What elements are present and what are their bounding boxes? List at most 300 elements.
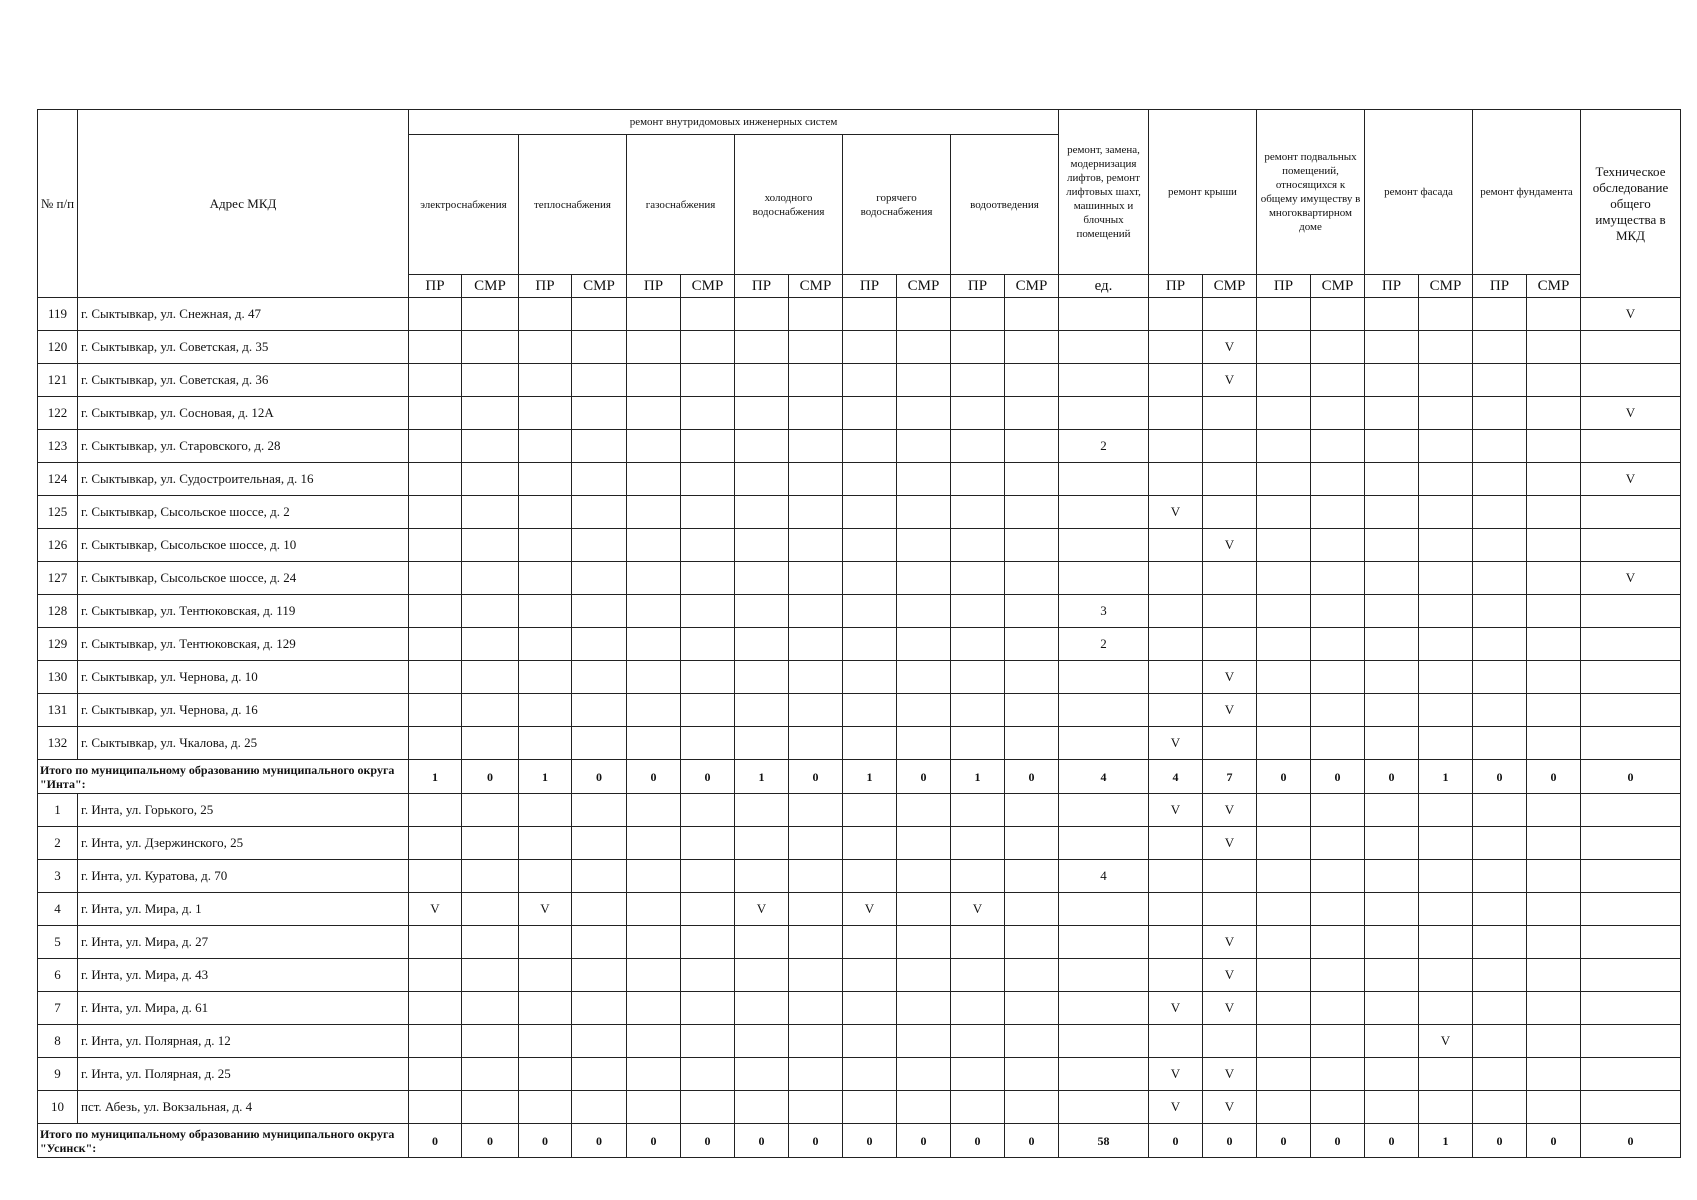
table-row xyxy=(38,1091,1681,1124)
value-cell: V xyxy=(1203,694,1257,727)
value-cell xyxy=(462,959,519,992)
value-cell xyxy=(843,1058,897,1091)
row-address: г. Сыктывкар, ул. Снежная, д. 47 xyxy=(78,298,409,331)
value-cell xyxy=(789,959,843,992)
value-cell xyxy=(572,298,627,331)
value-cell xyxy=(1257,331,1311,364)
value-cell xyxy=(789,331,843,364)
value-cell xyxy=(1149,298,1203,331)
value-cell xyxy=(462,694,519,727)
total-cell: 58 xyxy=(1059,1124,1149,1158)
value-cell xyxy=(1149,628,1203,661)
total-cell: 1 xyxy=(409,760,462,794)
value-cell xyxy=(1257,628,1311,661)
value-cell xyxy=(789,992,843,1025)
value-cell xyxy=(681,860,735,893)
value-cell xyxy=(843,694,897,727)
value-cell xyxy=(627,463,681,496)
value-cell xyxy=(789,562,843,595)
value-cell xyxy=(1419,628,1473,661)
table-row xyxy=(38,1058,1681,1091)
value-cell xyxy=(1473,1025,1527,1058)
value-cell xyxy=(1257,1091,1311,1124)
value-cell xyxy=(897,595,951,628)
total-cell: 0 xyxy=(1149,1124,1203,1158)
header-code-pr: ПР xyxy=(519,275,572,298)
row-address: г. Сыктывкар, Сысольское шоссе, д. 10 xyxy=(78,529,409,562)
value-cell xyxy=(1059,893,1149,926)
value-cell xyxy=(462,992,519,1025)
value-cell xyxy=(789,1058,843,1091)
row-number: 8 xyxy=(38,1025,78,1058)
total-cell: 0 xyxy=(735,1124,789,1158)
total-cell: 0 xyxy=(519,1124,572,1158)
value-cell xyxy=(1257,860,1311,893)
value-cell xyxy=(843,959,897,992)
value-cell xyxy=(1311,794,1365,827)
value-cell xyxy=(1527,992,1581,1025)
value-cell xyxy=(519,1091,572,1124)
value-cell xyxy=(462,298,519,331)
table-row xyxy=(38,397,1681,430)
value-cell xyxy=(951,860,1005,893)
value-cell xyxy=(462,926,519,959)
value-cell xyxy=(843,496,897,529)
value-cell xyxy=(1527,694,1581,727)
value-cell xyxy=(735,959,789,992)
value-cell xyxy=(1365,694,1419,727)
value-cell xyxy=(1527,959,1581,992)
value-cell xyxy=(735,529,789,562)
value-cell xyxy=(1581,992,1681,1025)
value-cell xyxy=(897,331,951,364)
value-cell xyxy=(897,926,951,959)
value-cell xyxy=(1419,430,1473,463)
value-cell xyxy=(409,430,462,463)
value-cell xyxy=(1203,463,1257,496)
value-cell xyxy=(1005,727,1059,760)
row-number: 124 xyxy=(38,463,78,496)
value-cell xyxy=(897,430,951,463)
value-cell xyxy=(409,992,462,1025)
value-cell xyxy=(681,992,735,1025)
value-cell xyxy=(1473,727,1527,760)
value-cell xyxy=(462,463,519,496)
value-cell xyxy=(1581,926,1681,959)
value-cell xyxy=(681,694,735,727)
total-row xyxy=(38,1124,1681,1158)
table-row xyxy=(38,496,1681,529)
value-cell xyxy=(519,331,572,364)
value-cell xyxy=(1527,893,1581,926)
total-cell: 1 xyxy=(1419,1124,1473,1158)
value-cell xyxy=(681,827,735,860)
value-cell xyxy=(735,496,789,529)
value-cell xyxy=(1005,992,1059,1025)
value-cell xyxy=(735,331,789,364)
value-cell xyxy=(897,959,951,992)
value-cell xyxy=(735,1025,789,1058)
value-cell xyxy=(1311,893,1365,926)
value-cell xyxy=(627,959,681,992)
value-cell xyxy=(843,463,897,496)
value-cell xyxy=(1257,496,1311,529)
value-cell xyxy=(951,1058,1005,1091)
value-cell xyxy=(843,595,897,628)
value-cell: V xyxy=(1203,1058,1257,1091)
value-cell xyxy=(681,959,735,992)
value-cell xyxy=(627,298,681,331)
value-cell xyxy=(1581,893,1681,926)
value-cell xyxy=(627,694,681,727)
value-cell xyxy=(1059,529,1149,562)
value-cell xyxy=(572,926,627,959)
value-cell xyxy=(627,1025,681,1058)
value-cell xyxy=(627,1058,681,1091)
total-cell: 0 xyxy=(843,1124,897,1158)
value-cell xyxy=(1473,694,1527,727)
value-cell xyxy=(789,298,843,331)
value-cell xyxy=(843,298,897,331)
value-cell: V xyxy=(1203,1091,1257,1124)
value-cell xyxy=(735,430,789,463)
value-cell xyxy=(1203,595,1257,628)
table-row xyxy=(38,926,1681,959)
value-cell xyxy=(572,364,627,397)
value-cell xyxy=(1365,827,1419,860)
value-cell xyxy=(519,794,572,827)
value-cell xyxy=(1527,860,1581,893)
value-cell xyxy=(1365,298,1419,331)
value-cell: V xyxy=(735,893,789,926)
table-row xyxy=(38,661,1681,694)
value-cell xyxy=(1473,298,1527,331)
value-cell xyxy=(1203,628,1257,661)
value-cell xyxy=(1473,1058,1527,1091)
total-cell: 0 xyxy=(1581,1124,1681,1158)
value-cell xyxy=(1005,1025,1059,1058)
row-address: г. Сыктывкар, ул. Старовского, д. 28 xyxy=(78,430,409,463)
row-number: 129 xyxy=(38,628,78,661)
row-number: 3 xyxy=(38,860,78,893)
value-cell xyxy=(519,727,572,760)
header-foundation: ремонт фундамента xyxy=(1473,110,1581,275)
value-cell xyxy=(1581,364,1681,397)
header-system-drainage: водоотведения xyxy=(951,135,1059,275)
value-cell: V xyxy=(1203,661,1257,694)
total-cell: 0 xyxy=(897,1124,951,1158)
value-cell xyxy=(1005,1058,1059,1091)
total-cell: 7 xyxy=(1203,760,1257,794)
value-cell xyxy=(681,893,735,926)
value-cell xyxy=(1311,463,1365,496)
row-address: г. Сыктывкар, Сысольское шоссе, д. 2 xyxy=(78,496,409,529)
value-cell xyxy=(1473,331,1527,364)
value-cell xyxy=(897,1091,951,1124)
value-cell xyxy=(462,496,519,529)
value-cell xyxy=(1365,562,1419,595)
value-cell xyxy=(897,496,951,529)
value-cell xyxy=(1149,694,1203,727)
value-cell xyxy=(462,1025,519,1058)
total-cell: 0 xyxy=(1005,1124,1059,1158)
value-cell xyxy=(1527,661,1581,694)
value-cell xyxy=(897,364,951,397)
value-cell xyxy=(519,661,572,694)
total-cell: 0 xyxy=(789,760,843,794)
value-cell xyxy=(572,463,627,496)
value-cell xyxy=(1257,694,1311,727)
row-address: г. Инта, ул. Мира, д. 61 xyxy=(78,992,409,1025)
value-cell xyxy=(572,529,627,562)
value-cell xyxy=(1527,628,1581,661)
value-cell xyxy=(627,661,681,694)
value-cell xyxy=(409,1091,462,1124)
value-cell xyxy=(735,661,789,694)
total-cell: 0 xyxy=(1527,1124,1581,1158)
value-cell xyxy=(1419,1091,1473,1124)
table-row xyxy=(38,595,1681,628)
value-cell xyxy=(1149,463,1203,496)
value-cell xyxy=(735,364,789,397)
value-cell xyxy=(1419,463,1473,496)
value-cell xyxy=(1005,794,1059,827)
total-cell: 0 xyxy=(681,1124,735,1158)
value-cell xyxy=(627,331,681,364)
value-cell xyxy=(1203,298,1257,331)
value-cell: V xyxy=(1203,794,1257,827)
value-cell xyxy=(1365,496,1419,529)
value-cell xyxy=(1149,430,1203,463)
value-cell xyxy=(462,430,519,463)
value-cell xyxy=(1203,893,1257,926)
value-cell xyxy=(1311,860,1365,893)
value-cell xyxy=(627,794,681,827)
value-cell xyxy=(1005,860,1059,893)
value-cell xyxy=(951,430,1005,463)
value-cell xyxy=(1059,992,1149,1025)
value-cell xyxy=(897,628,951,661)
value-cell xyxy=(519,926,572,959)
value-cell xyxy=(735,628,789,661)
value-cell xyxy=(409,331,462,364)
value-cell xyxy=(1365,1058,1419,1091)
value-cell xyxy=(897,893,951,926)
value-cell xyxy=(1059,397,1149,430)
header-lifts: ремонт, замена, модернизация лифтов, ремонт лифтовых шахт, машинных и блочных помещений xyxy=(1059,110,1149,275)
value-cell xyxy=(1473,595,1527,628)
value-cell xyxy=(951,595,1005,628)
value-cell xyxy=(843,860,897,893)
header-engineering-systems: ремонт внутридомовых инженерных систем xyxy=(409,110,1059,135)
header-code-smr: СМР xyxy=(1005,275,1059,298)
value-cell xyxy=(1149,959,1203,992)
value-cell xyxy=(1257,1025,1311,1058)
value-cell xyxy=(1059,364,1149,397)
value-cell xyxy=(951,298,1005,331)
value-cell xyxy=(1365,1025,1419,1058)
value-cell xyxy=(951,628,1005,661)
value-cell xyxy=(843,529,897,562)
value-cell xyxy=(897,694,951,727)
value-cell xyxy=(1365,463,1419,496)
header-code-units: ед. xyxy=(1059,275,1149,298)
row-address: г. Сыктывкар, Сысольское шоссе, д. 24 xyxy=(78,562,409,595)
value-cell xyxy=(1527,331,1581,364)
row-address: г. Инта, ул. Полярная, д. 25 xyxy=(78,1058,409,1091)
value-cell xyxy=(789,496,843,529)
value-cell xyxy=(681,628,735,661)
value-cell xyxy=(1419,496,1473,529)
value-cell xyxy=(681,661,735,694)
value-cell xyxy=(1203,860,1257,893)
value-cell xyxy=(1005,331,1059,364)
table-row xyxy=(38,364,1681,397)
header-code-pr: ПР xyxy=(951,275,1005,298)
value-cell xyxy=(681,463,735,496)
value-cell xyxy=(1257,827,1311,860)
header-number: № п/п xyxy=(38,110,78,298)
value-cell xyxy=(1527,1091,1581,1124)
value-cell xyxy=(1257,595,1311,628)
header-code-smr: СМР xyxy=(462,275,519,298)
value-cell xyxy=(1257,463,1311,496)
value-cell xyxy=(1527,463,1581,496)
value-cell xyxy=(681,794,735,827)
value-cell xyxy=(735,860,789,893)
value-cell xyxy=(1059,298,1149,331)
value-cell xyxy=(1311,727,1365,760)
value-cell xyxy=(1581,529,1681,562)
value-cell xyxy=(1527,496,1581,529)
value-cell xyxy=(951,661,1005,694)
value-cell xyxy=(1311,1091,1365,1124)
value-cell xyxy=(462,893,519,926)
value-cell xyxy=(1203,1025,1257,1058)
repair-plan-table xyxy=(37,109,1681,1158)
value-cell xyxy=(572,1058,627,1091)
value-cell xyxy=(897,1025,951,1058)
row-address: г. Сыктывкар, ул. Чкалова, д. 25 xyxy=(78,727,409,760)
value-cell xyxy=(627,992,681,1025)
value-cell xyxy=(572,397,627,430)
row-address: г. Сыктывкар, ул. Судостроительная, д. 16 xyxy=(78,463,409,496)
value-cell: V xyxy=(409,893,462,926)
row-number: 132 xyxy=(38,727,78,760)
value-cell xyxy=(409,727,462,760)
value-cell xyxy=(519,860,572,893)
row-number: 126 xyxy=(38,529,78,562)
value-cell xyxy=(735,298,789,331)
value-cell xyxy=(519,430,572,463)
value-cell xyxy=(843,992,897,1025)
value-cell xyxy=(1005,463,1059,496)
table-row xyxy=(38,529,1681,562)
value-cell xyxy=(1581,496,1681,529)
value-cell xyxy=(462,397,519,430)
value-cell xyxy=(1005,1091,1059,1124)
value-cell: V xyxy=(1149,992,1203,1025)
row-number: 7 xyxy=(38,992,78,1025)
value-cell xyxy=(735,1058,789,1091)
value-cell xyxy=(1005,496,1059,529)
header-inspection: Техническое обследование общего имущества в МКД xyxy=(1581,110,1681,298)
value-cell xyxy=(1311,529,1365,562)
row-address: г. Инта, ул. Дзержинского, 25 xyxy=(78,827,409,860)
header-code-pr: ПР xyxy=(627,275,681,298)
value-cell xyxy=(1311,661,1365,694)
value-cell xyxy=(572,1091,627,1124)
value-cell xyxy=(897,860,951,893)
value-cell xyxy=(1257,364,1311,397)
value-cell xyxy=(951,694,1005,727)
value-cell xyxy=(681,1058,735,1091)
value-cell xyxy=(1149,529,1203,562)
row-address: г. Сыктывкар, ул. Чернова, д. 16 xyxy=(78,694,409,727)
header-basement: ремонт подвальных помещений, относящихся к общему имуществу в многоквартирном доме xyxy=(1257,110,1365,275)
value-cell xyxy=(519,694,572,727)
value-cell xyxy=(1581,331,1681,364)
value-cell xyxy=(1257,529,1311,562)
row-address: г. Сыктывкар, ул. Тентюковская, д. 119 xyxy=(78,595,409,628)
value-cell xyxy=(1473,364,1527,397)
value-cell xyxy=(572,694,627,727)
value-cell xyxy=(951,992,1005,1025)
value-cell xyxy=(789,364,843,397)
value-cell xyxy=(951,529,1005,562)
row-address: г. Сыктывкар, ул. Чернова, д. 10 xyxy=(78,661,409,694)
value-cell xyxy=(1311,430,1365,463)
value-cell xyxy=(951,463,1005,496)
value-cell xyxy=(789,529,843,562)
value-cell xyxy=(1419,298,1473,331)
value-cell xyxy=(1473,430,1527,463)
value-cell xyxy=(1527,1058,1581,1091)
value-cell xyxy=(735,562,789,595)
value-cell xyxy=(1365,727,1419,760)
value-cell: V xyxy=(1149,496,1203,529)
value-cell xyxy=(681,364,735,397)
value-cell xyxy=(1365,926,1419,959)
table-row xyxy=(38,430,1681,463)
value-cell xyxy=(1203,430,1257,463)
value-cell xyxy=(897,298,951,331)
value-cell xyxy=(1203,562,1257,595)
value-cell xyxy=(1527,727,1581,760)
value-cell xyxy=(627,1091,681,1124)
row-number: 131 xyxy=(38,694,78,727)
value-cell xyxy=(1149,364,1203,397)
table-row xyxy=(38,463,1681,496)
value-cell xyxy=(627,397,681,430)
value-cell xyxy=(1365,595,1419,628)
value-cell: 2 xyxy=(1059,628,1149,661)
table-row xyxy=(38,331,1681,364)
value-cell xyxy=(681,430,735,463)
value-cell xyxy=(1311,562,1365,595)
table-row xyxy=(38,1025,1681,1058)
table-row xyxy=(38,298,1681,331)
value-cell xyxy=(1005,827,1059,860)
value-cell xyxy=(681,595,735,628)
value-cell: 2 xyxy=(1059,430,1149,463)
row-number: 128 xyxy=(38,595,78,628)
value-cell xyxy=(789,430,843,463)
value-cell xyxy=(627,893,681,926)
value-cell: V xyxy=(1419,1025,1473,1058)
value-cell xyxy=(1059,1058,1149,1091)
row-number: 2 xyxy=(38,827,78,860)
